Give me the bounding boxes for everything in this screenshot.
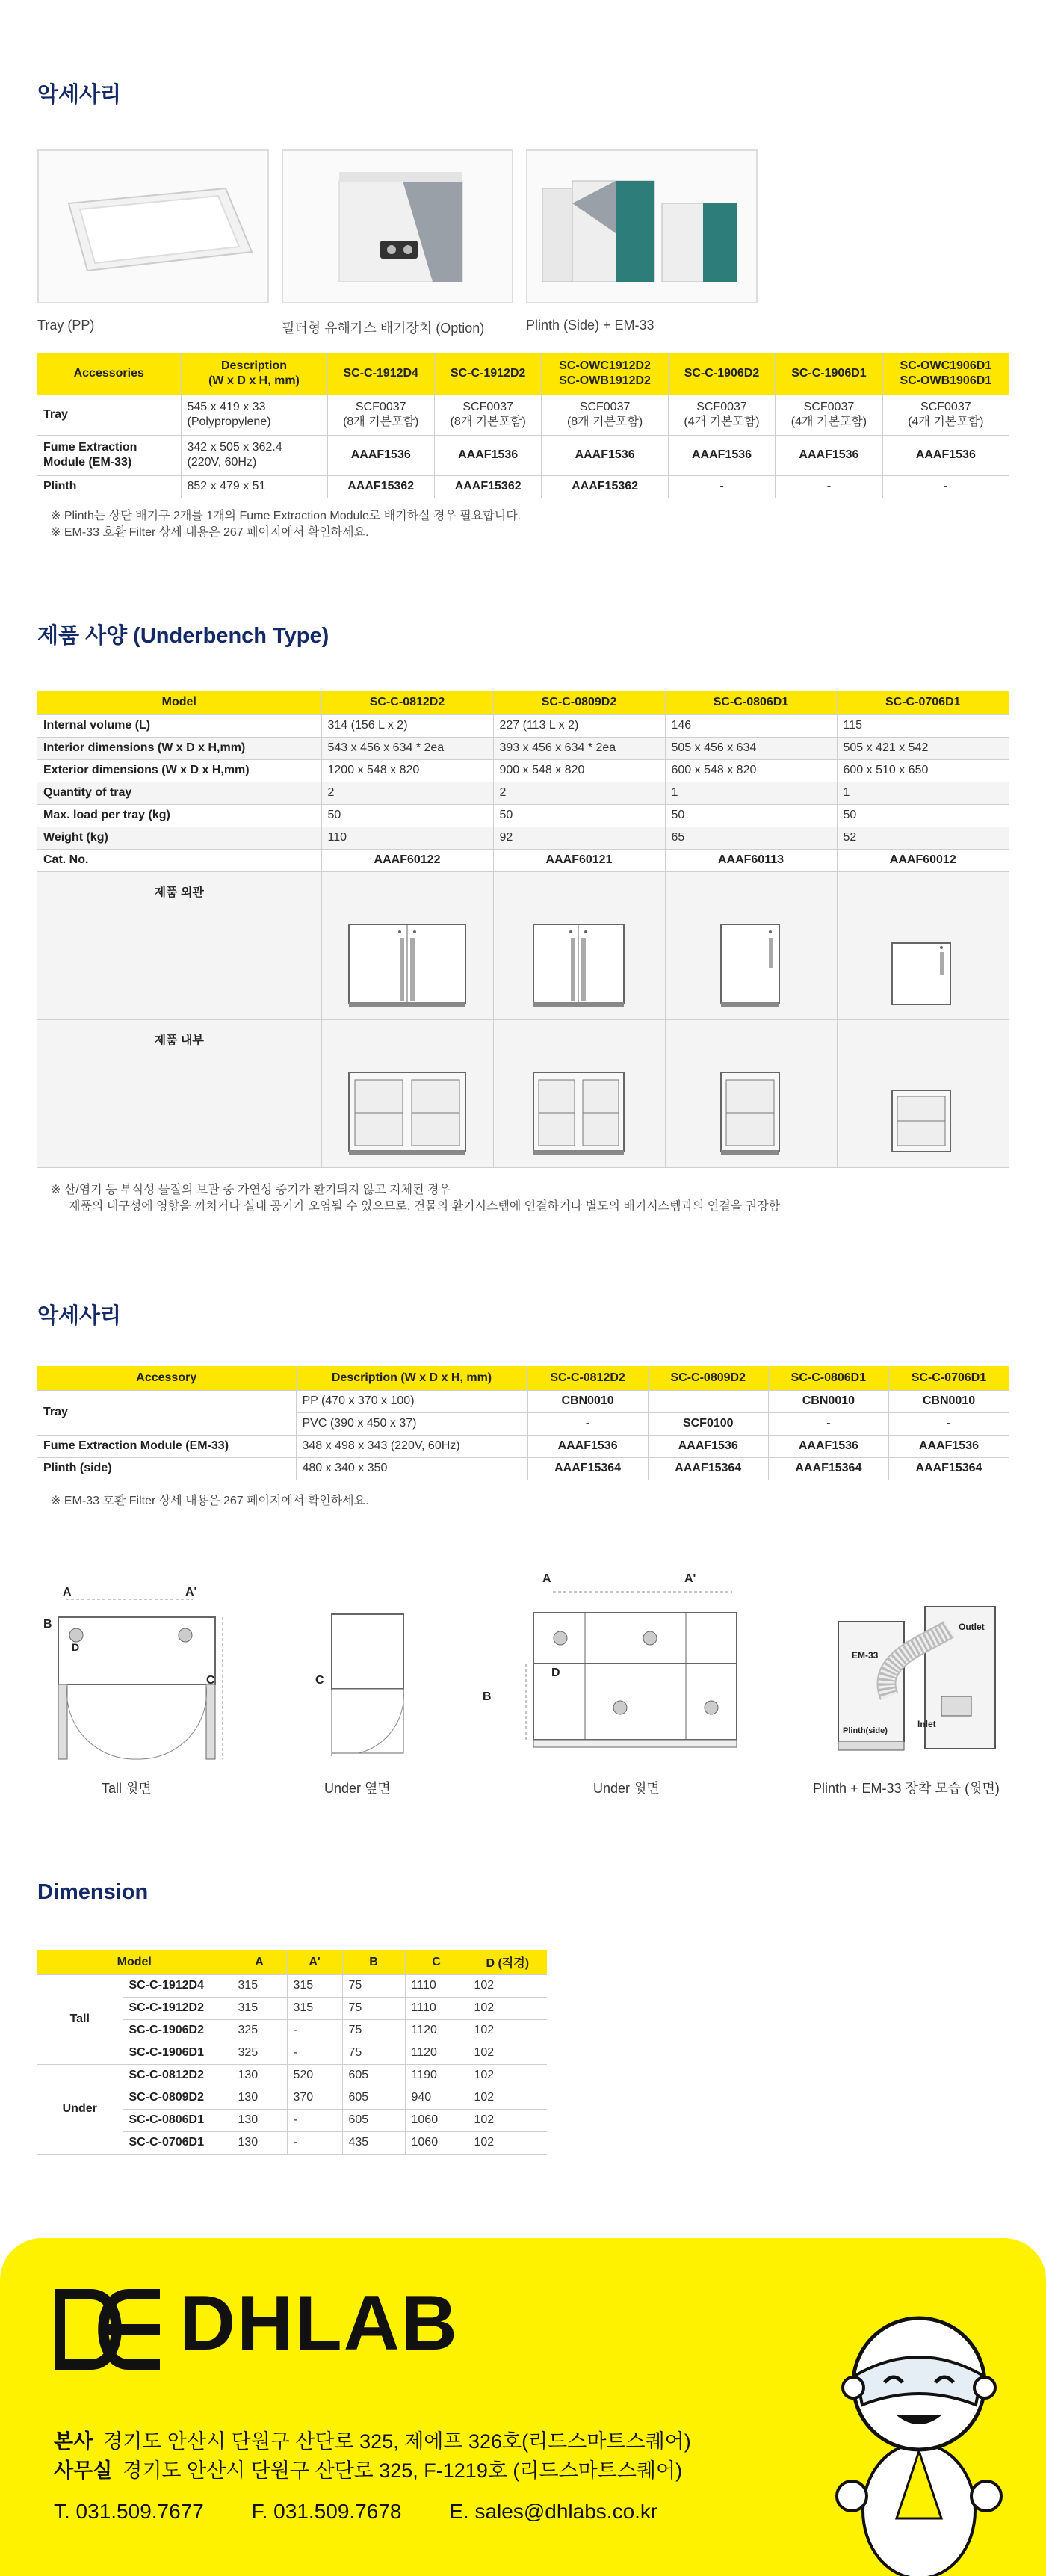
table-cell: SCF0037 (8개 기본포함)	[327, 395, 434, 435]
row-label: Max. load per tray (kg)	[37, 804, 321, 827]
table-header: SC-C-1912D2	[434, 353, 541, 395]
row-label: Tray	[37, 395, 181, 435]
table-header: SC-OWC1906D1 SC-OWB1906D1	[882, 353, 1009, 395]
label-outlet: Outlet	[959, 1622, 985, 1632]
table-cell: 102	[468, 1997, 547, 2019]
note: ※ 산/염기 등 부식성 물질의 보관 중 가연성 증기가 환기되지 않고 지체된 경우	[51, 1184, 451, 1196]
note: 제품의 내구성에 영향을 끼치거나 실내 공기가 오염될 수 있으므로, 건물의 환기시스템에 연결하거나 별도의 배기시스템과의 연결을 권장함	[69, 1200, 781, 1213]
table-cell: 315	[232, 1974, 287, 1997]
table-cell: CBN0010	[527, 1390, 648, 1412]
hq-text: 경기도 안산시 단원구 산단로 325, 제에프 326호(리드스마트스퀘어)	[103, 2430, 691, 2453]
table-cell: 75	[342, 1974, 405, 1997]
cabinet-exterior-0809	[532, 923, 625, 1009]
note: ※ EM-33 호환 Filter 상세 내용은 267 페이지에서 확인하세요.	[51, 526, 369, 539]
table-cell: 102	[468, 2042, 547, 2064]
row-label: 제품 내부	[37, 1019, 321, 1167]
table-cell: 543 x 456 x 634 * 2ea	[321, 737, 493, 759]
section-title-accessories: 악세사리	[37, 83, 122, 107]
table-cell: AAAF60113	[665, 849, 837, 871]
section-title-accessories-under: 악세사리	[37, 1304, 122, 1328]
under-top-diagram	[516, 1584, 740, 1756]
dhlab-logo-text: DHLAB	[179, 2280, 459, 2367]
table-cell: SC-C-1906D1	[123, 2042, 232, 2064]
table-cell: 315	[287, 1974, 342, 1997]
section-title-spec: 제품 사양 (Underbench Type)	[37, 624, 329, 648]
label-a-prime: A'	[185, 1586, 197, 1599]
table-cell: 50	[837, 804, 1009, 827]
table-header: C	[405, 1950, 468, 1974]
table-cell: AAAF1536	[434, 435, 541, 475]
plinth-em33-image	[526, 149, 758, 303]
table-cell: 102	[468, 2131, 547, 2154]
label-d: D	[72, 1641, 80, 1653]
table-cell: 315	[232, 1997, 287, 2019]
email[interactable]: E. sales@dhlabs.co.kr	[449, 2500, 658, 2523]
table-header: SC-C-1912D4	[327, 353, 434, 395]
table-cell: AAAF15362	[542, 475, 668, 498]
tray-caption: Tray (PP)	[37, 318, 95, 333]
table-cell: 852 x 479 x 51	[181, 475, 327, 498]
table-header: Description (W x D x H, mm)	[296, 1366, 527, 1390]
table-row	[37, 804, 1009, 827]
table-cell: SC-C-0806D1	[123, 2109, 232, 2131]
table-cell: SCF0037 (4개 기본포함)	[668, 395, 775, 435]
label-plinth: Plinth(side)	[843, 1726, 888, 1735]
table-cell: 605	[342, 2109, 405, 2131]
table-header: B	[342, 1950, 405, 1974]
hq-address	[54, 2425, 691, 2454]
table-cell: SCF0100	[648, 1412, 768, 1435]
diagram-caption-plinth: Plinth + EM-33 장착 모습 (윗면)	[813, 1781, 1000, 1796]
table-cell: SCF0037 (8개 기본포함)	[434, 395, 541, 435]
row-label: Fume Extraction Module (EM-33)	[37, 1435, 296, 1457]
row-label: Plinth (side)	[37, 1457, 296, 1480]
table-row	[37, 827, 1009, 849]
table-cell: -	[287, 2019, 342, 2042]
table-cell: AAAF15364	[527, 1457, 648, 1480]
cabinet-interior-0809	[532, 1071, 625, 1157]
table-cell: 52	[837, 827, 1009, 849]
table-cell: 50	[493, 804, 665, 827]
table-cell: 1060	[405, 2109, 468, 2131]
table-cell: 520	[287, 2064, 342, 2087]
diagram-caption-tall: Tall 윗면	[102, 1781, 152, 1796]
table-cell: 102	[468, 2064, 547, 2087]
table-cell: 1120	[405, 2042, 468, 2064]
table-header: SC-OWC1912D2 SC-OWB1912D2	[542, 353, 668, 395]
table-cell: 325	[232, 2042, 287, 2064]
table-cell: AAAF15364	[888, 1457, 1009, 1480]
table-cell: 50	[665, 804, 837, 827]
tray-image	[37, 149, 269, 303]
note: ※ Plinth는 상단 배기구 2개를 1개의 Fume Extraction Module로 배기하실 경우 필요합니다.	[51, 510, 522, 522]
table-cell: SC-C-0809D2	[123, 2087, 232, 2109]
contact-row	[54, 2500, 657, 2524]
table-cell: SC-C-0706D1	[123, 2131, 232, 2154]
table-cell: PVC (390 x 450 x 37)	[296, 1412, 527, 1435]
table-cell: 130	[232, 2131, 287, 2154]
row-label: Quantity of tray	[37, 782, 321, 804]
cabinet-exterior-0806	[719, 923, 781, 1009]
group-label: Under	[37, 2064, 123, 2154]
table-cell: 92	[493, 827, 665, 849]
table-row	[37, 395, 1009, 435]
table-cell: AAAF1536	[768, 1435, 888, 1457]
diagram-caption-under-top: Under 윗면	[593, 1781, 660, 1796]
row-label: Exterior dimensions (W x D x H,mm)	[37, 759, 321, 782]
table-row	[37, 1457, 1009, 1480]
dimension-table	[37, 1950, 547, 2155]
table-cell: 370	[287, 2087, 342, 2109]
table-cell: 65	[665, 827, 837, 849]
table-header: SC-C-1906D1	[776, 353, 882, 395]
table-cell: -	[287, 2109, 342, 2131]
fax: F. 031.509.7678	[251, 2500, 402, 2523]
table-cell: 1110	[405, 1997, 468, 2019]
mascot-icon	[807, 2294, 1031, 2576]
table-cell: 480 x 340 x 350	[296, 1457, 527, 1480]
label-c: C	[206, 1674, 215, 1687]
table-header: SC-C-0809D2	[493, 691, 665, 714]
table-header: Model	[37, 691, 321, 714]
table-header: SC-C-0809D2	[648, 1366, 768, 1390]
table-header: D (직경)	[468, 1950, 547, 1974]
table-cell: 227 (113 L x 2)	[493, 714, 665, 737]
table-row	[37, 782, 1009, 804]
table-header: Accessory	[37, 1366, 296, 1390]
table-cell: AAAF1536	[888, 1435, 1009, 1457]
table-cell: SCF0037 (8개 기본포함)	[542, 395, 668, 435]
table-header: SC-C-0706D1	[837, 691, 1009, 714]
table-cell: 1	[837, 782, 1009, 804]
table-row	[37, 1390, 1009, 1412]
table-cell: 600 x 548 x 820	[665, 759, 837, 782]
office-label: 사무실	[54, 2459, 113, 2482]
row-label: Fume Extraction Module (EM-33)	[37, 435, 181, 475]
table-cell: -	[768, 1412, 888, 1435]
label-d: D	[551, 1667, 560, 1679]
table-cell: 130	[232, 2064, 287, 2087]
diagram-caption-under-side: Under 옆면	[324, 1781, 391, 1796]
table-row	[37, 714, 1009, 737]
dhlab-logo-icon	[54, 2288, 166, 2370]
table-cell: SC-C-1912D4	[123, 1974, 232, 1997]
accessories-table-under	[37, 1366, 1009, 1480]
table-cell: AAAF15364	[768, 1457, 888, 1480]
tall-top-diagram	[43, 1590, 230, 1762]
table-cell: 75	[342, 1997, 405, 2019]
office-text: 경기도 안산시 단원구 산단로 325, F-1219호 (리드스마트스퀘어)	[123, 2459, 683, 2482]
table-header: A'	[287, 1950, 342, 1974]
table-cell: SC-C-1906D2	[123, 2019, 232, 2042]
table-cell: 1120	[405, 2019, 468, 2042]
table-cell: 342 x 505 x 362.4 (220V, 60Hz)	[181, 435, 327, 475]
cabinet-interior-0812	[347, 1071, 467, 1157]
plinth-caption: Plinth (Side) + EM-33	[526, 318, 654, 333]
table-cell: AAAF1536	[648, 1435, 768, 1457]
table-cell: 130	[232, 2087, 287, 2109]
table-cell: 1110	[405, 1974, 468, 1997]
office-address	[54, 2454, 682, 2483]
table-cell: 75	[342, 2042, 405, 2064]
table-cell: -	[527, 1412, 648, 1435]
row-label: Plinth	[37, 475, 181, 498]
group-label: Tall	[37, 1974, 123, 2064]
table-header: Accessories	[37, 353, 181, 395]
table-cell: 505 x 421 x 542	[837, 737, 1009, 759]
fume-module-image	[282, 149, 513, 303]
table-cell: AAAF15364	[648, 1457, 768, 1480]
table-header: Description (W x D x H, mm)	[181, 353, 327, 395]
cabinet-interior-0706	[891, 1089, 952, 1155]
table-row	[37, 759, 1009, 782]
table-header: SC-C-0806D1	[768, 1366, 888, 1390]
table-header: SC-C-0812D2	[527, 1366, 648, 1390]
section-title-dimension: Dimension	[37, 1880, 149, 1904]
table-row	[37, 435, 1009, 475]
table-cell: 1190	[405, 2064, 468, 2087]
table-header: SC-C-1906D2	[668, 353, 775, 395]
table-row	[37, 849, 1009, 871]
table-cell: 545 x 419 x 33 (Polypropylene)	[181, 395, 327, 435]
table-cell: 314 (156 L x 2)	[321, 714, 493, 737]
table-row	[37, 737, 1009, 759]
table-cell: AAAF60012	[837, 849, 1009, 871]
table-header: SC-C-0706D1	[888, 1366, 1009, 1390]
table-cell: 393 x 456 x 634 * 2ea	[493, 737, 665, 759]
spec-table	[37, 691, 1009, 1168]
label-inlet: Inlet	[917, 1719, 936, 1729]
table-row	[37, 475, 1009, 498]
cabinet-exterior-0812	[347, 923, 467, 1009]
table-cell: 1	[665, 782, 837, 804]
table-cell: SC-C-1912D2	[123, 1997, 232, 2019]
table-cell: AAAF1536	[527, 1435, 648, 1457]
table-cell: 348 x 498 x 343 (220V, 60Hz)	[296, 1435, 527, 1457]
label-b: B	[483, 1690, 492, 1703]
cabinet-interior-0806	[719, 1071, 781, 1157]
table-cell: SCF0037 (4개 기본포함)	[882, 395, 1009, 435]
table-cell: AAAF15362	[327, 475, 434, 498]
table-row	[37, 2064, 547, 2087]
row-label: Internal volume (L)	[37, 714, 321, 737]
label-a: A	[63, 1586, 72, 1599]
table-cell: 505 x 456 x 634	[665, 737, 837, 759]
table-cell: AAAF60121	[493, 849, 665, 871]
table-cell: 50	[321, 804, 493, 827]
table-row	[37, 1019, 1009, 1167]
row-label: Tray	[37, 1390, 296, 1435]
label-em33: EM-33	[852, 1650, 879, 1661]
hq-label: 본사	[54, 2430, 93, 2453]
tel: T. 031.509.7677	[54, 2500, 204, 2523]
table-cell: SC-C-0812D2	[123, 2064, 232, 2087]
table-cell: -	[287, 2131, 342, 2154]
table-cell	[648, 1390, 768, 1412]
table-cell: AAAF60122	[321, 849, 493, 871]
table-cell: 2	[493, 782, 665, 804]
table-header: SC-C-0806D1	[665, 691, 837, 714]
table-cell: 1200 x 548 x 820	[321, 759, 493, 782]
under-side-diagram	[314, 1607, 418, 1756]
table-cell: AAAF1536	[776, 435, 882, 475]
table-header: Model	[37, 1950, 232, 1974]
table-cell: 2	[321, 782, 493, 804]
label-a: A	[542, 1572, 551, 1585]
table-cell: -	[287, 2042, 342, 2064]
table-cell: 102	[468, 2109, 547, 2131]
table-cell: PP (470 x 370 x 100)	[296, 1390, 527, 1412]
table-cell: 102	[468, 1974, 547, 1997]
row-label: Weight (kg)	[37, 827, 321, 849]
row-label: Cat. No.	[37, 849, 321, 871]
table-cell: 315	[287, 1997, 342, 2019]
table-cell: 605	[342, 2064, 405, 2087]
table-cell: -	[888, 1412, 1009, 1435]
table-cell: 115	[837, 714, 1009, 737]
fume-module-caption: 필터형 유해가스 배기장치 (Option)	[282, 321, 485, 336]
table-cell: 102	[468, 2087, 547, 2109]
table-row	[37, 1435, 1009, 1457]
label-b: B	[43, 1618, 52, 1631]
table-cell: 1060	[405, 2131, 468, 2154]
table-cell: SCF0037 (4개 기본포함)	[776, 395, 882, 435]
table-cell: AAAF15362	[434, 475, 541, 498]
table-cell: 605	[342, 2087, 405, 2109]
row-label: Interior dimensions (W x D x H,mm)	[37, 737, 321, 759]
table-cell: 435	[342, 2131, 405, 2154]
table-cell: 325	[232, 2019, 287, 2042]
note: ※ EM-33 호환 Filter 상세 내용은 267 페이지에서 확인하세요.	[51, 1495, 369, 1507]
table-cell: -	[668, 475, 775, 498]
table-row	[37, 1974, 547, 1997]
table-row	[37, 871, 1009, 1019]
table-cell: AAAF1536	[882, 435, 1009, 475]
table-header: SC-C-0812D2	[321, 691, 493, 714]
table-cell: AAAF1536	[668, 435, 775, 475]
table-cell: 102	[468, 2019, 547, 2042]
table-cell: 940	[405, 2087, 468, 2109]
label-c: C	[315, 1674, 324, 1687]
accessories-table-tall	[37, 353, 1009, 498]
table-cell: 600 x 510 x 650	[837, 759, 1009, 782]
table-cell: 146	[665, 714, 837, 737]
table-cell: 110	[321, 827, 493, 849]
table-cell: CBN0010	[888, 1390, 1009, 1412]
table-cell: AAAF1536	[327, 435, 434, 475]
table-cell: 900 x 548 x 820	[493, 759, 665, 782]
table-cell: 130	[232, 2109, 287, 2131]
label-a-prime: A'	[684, 1572, 696, 1585]
row-label: 제품 외관	[37, 871, 321, 1019]
table-header: A	[232, 1950, 287, 1974]
table-cell: -	[882, 475, 1009, 498]
table-cell: -	[776, 475, 882, 498]
table-cell: AAAF1536	[542, 435, 668, 475]
table-cell: 75	[342, 2019, 405, 2042]
cabinet-exterior-0706	[891, 942, 952, 1007]
table-cell: CBN0010	[768, 1390, 888, 1412]
